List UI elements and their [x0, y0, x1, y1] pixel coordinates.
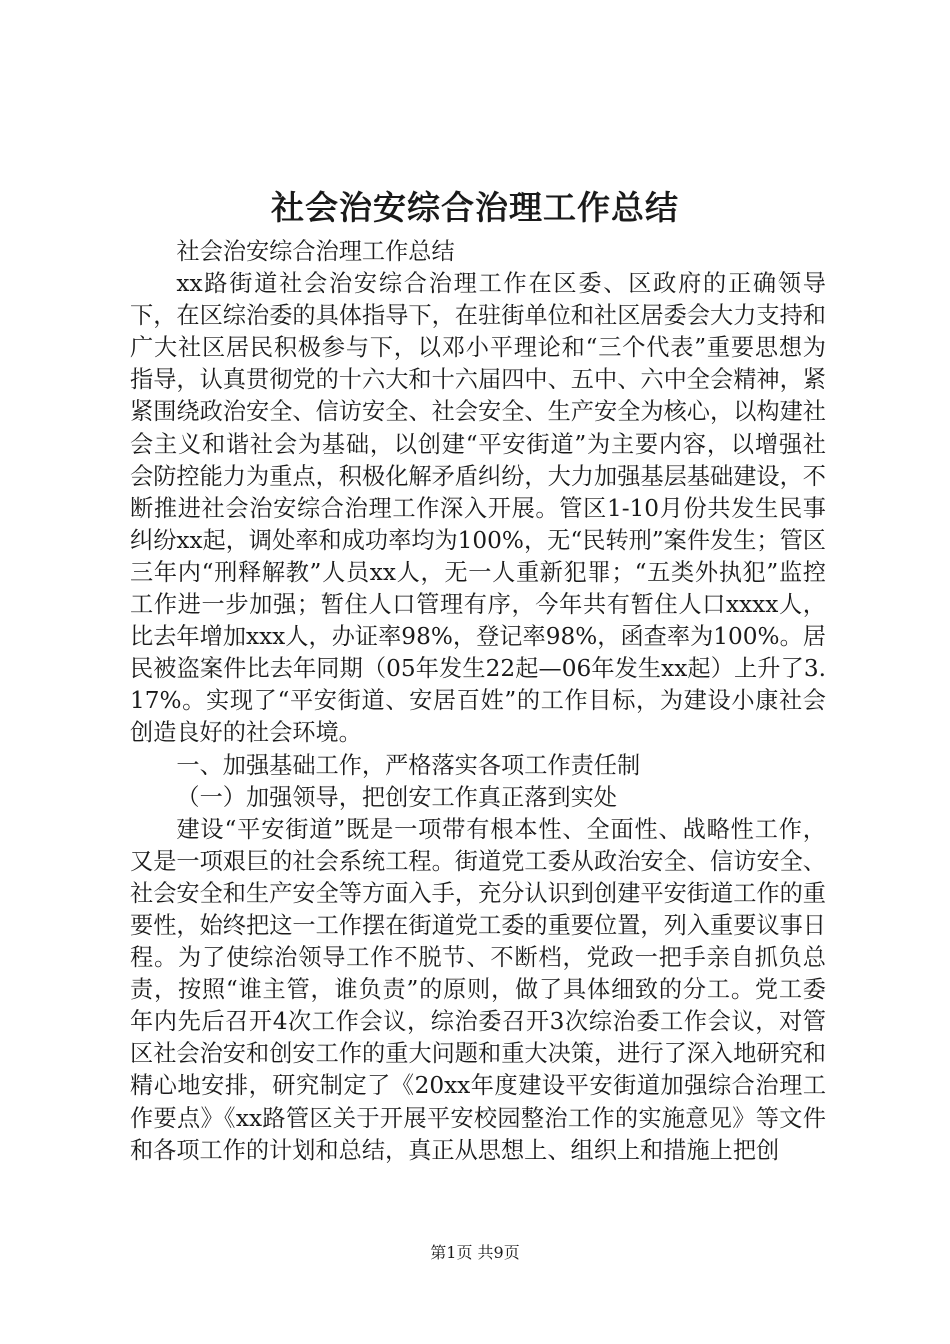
body-paragraph-section-1-1: 建设“平安街道”既是一项带有根本性、全面性、战略性工作，又是一项艰巨的社会系统工程。街道党工委从政治安全、信访安全、社会安全和生产安全等方面入手，充分认识到创建平安街道工作的重要性，始终把这一工作摆在街道党工委的重要位置，列入重要议事日程。为了使综治领导工作不脱节、不断档，党政一把手亲自抓负总责，按照“谁主管，谁负责”的原则，做了具体细致的分工。党工委年内先后召开4次工作会议，综治委召开3次综治委工作会议，对管区社会治安和创安工作的重大问题和重大决策，进行了深入地研究和精心地安排，研究制定了《20xx年度建设平安街道加强综合治理工作要点》《xx路管区关于开展平安校园整治工作的实施意见》等文件和各项工作的计划和总结，真正从思想上、组织上和措施上把创: [130, 815, 826, 1164]
document-body: [130, 236, 826, 1167]
body-paragraph-heading-repeat: 社会治安综合治理工作总结: [176, 238, 455, 265]
page-number-footer: 第1页 共9页: [430, 1243, 520, 1262]
subsection-heading-1-1: （一）加强领导，把创安工作真正落到实处: [176, 783, 617, 811]
section-heading-1: 一、加强基础工作，严格落实各项工作责任制: [176, 751, 641, 779]
body-paragraph-intro: xx路街道社会治安综合治理工作在区委、区政府的正确领导下，在区综治委的具体指导下，在驻街单位和社区居委会大力支持和广大社区居民积极参与下，以邓小平理论和“三个代表”重要思想为指导，认真贯彻党的十六大和十六届四中、五中、六中全会精神，紧紧围绕政治安全、信访安全、社会安全、生产安全为核心，以构建社会主义和谐社会为基础，以创建“平安街道”为主要内容，以增强社会防控能力为重点，积极化解矛盾纠纷，大力加强基层基础建设，不断推进社会治安综合治理工作深入开展。管区1-10月份共发生民事纠纷xx起，调处率和成功率均为100%，无“民转刑”案件发生；管区三年内“刑释解教”人员xx人，无一人重新犯罪；“五类外执犯”监控工作进一步加强；暂住人口管理有序，今年共有暂住人口xxxx人，比去年增加xxx人，办证率98%，登记率98%，函查率为100%。居民被盗案件比去年同期（05年发生22起—06年发生xx起）上升了3.17%。实现了“平安街道、安居百姓”的工作目标，为建设小康社会创造良好的社会环境。: [130, 270, 826, 747]
document-title: 社会治安综合治理工作总结: [271, 188, 679, 227]
